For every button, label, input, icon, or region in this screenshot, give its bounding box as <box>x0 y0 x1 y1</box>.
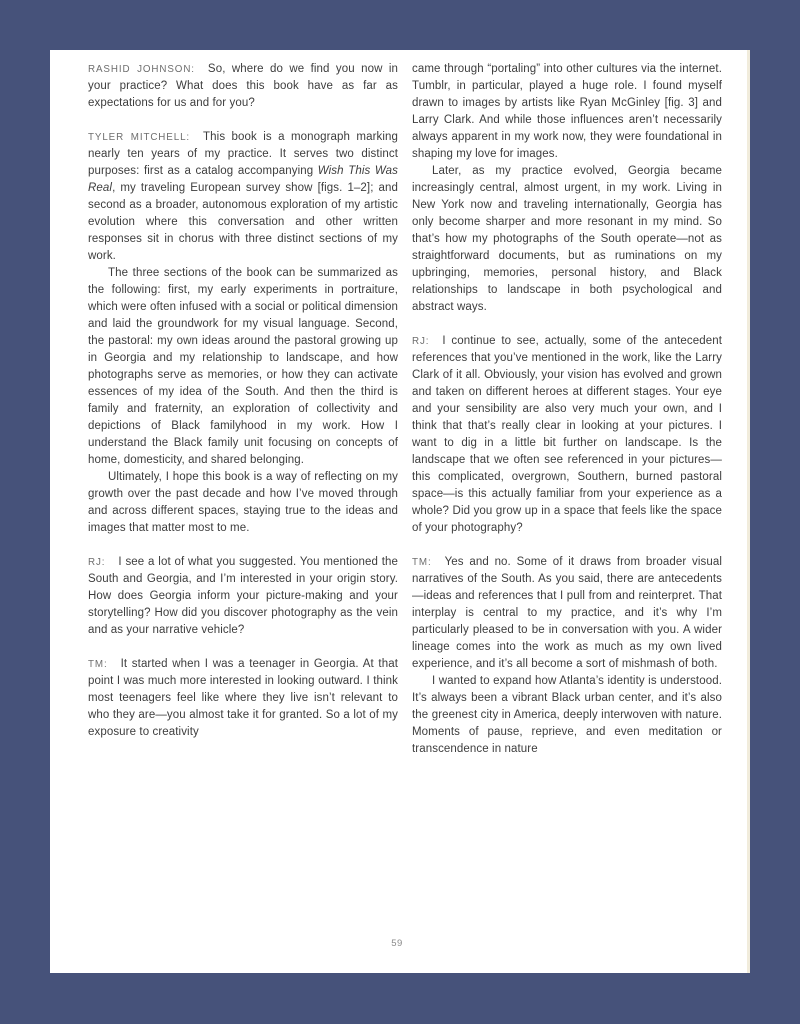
text-columns <box>88 61 722 758</box>
paragraph <box>412 673 722 758</box>
body-text: I continue to see, actually, some of the antecedent references that you’ve mentioned in the work, like the Larry Clark of it all. Obviously, your vision has evolved and grown and taken on different heroes at different stages. Your eye and your sensibility are also very much your own, and I think that that’s really clear in looking at your pictures. I want to dig in a little bit further on landscape. Is the landscape that we often see referenced in your pictures—this complicated, overgrown, Southern, burned pastoral space—is this actually familiar from your experience as a whole? Did you grow up in a space that feels like the space of your photography? <box>412 335 722 534</box>
body-text: So, where do we find you now in your practice? What does this book have as far as expectations for us and for you? <box>88 63 399 109</box>
body-text: I see a lot of what you suggested. You mentioned the South and Georgia, and I’m interested in your origin story. How does Georgia inform your picture-making and your storytelling? How did you discover photography as the vein and as your narrative vehicle? <box>88 556 398 636</box>
paragraph <box>88 554 398 639</box>
paragraph <box>412 554 722 673</box>
body-text: I wanted to expand how Atlanta’s identity is understood. It’s always been a vibrant Black urban center, and it’s also the greenest city in America, deeply interwoven with nature. Moments of pause, reprieve, and even meditation or transcendence in nature <box>412 675 722 755</box>
paragraph <box>412 61 722 163</box>
speaker-label: TM: <box>88 659 108 670</box>
body-text: came through “portaling” into other cultures via the internet. Tumblr, in particular, played a huge role. I found myself drawn to images by artists like Ryan McGinley [fig. 3] and Larry Clark. And while those influences aren’t necessarily always apparent in my work now, they were foundational in shaping my love for images. <box>412 63 722 160</box>
page-number: 59 <box>391 938 403 949</box>
speaker-label: RJ: <box>88 557 106 568</box>
body-text: It started when I was a teenager in Georgia. At that point I was much more interested in looking outward. I think most teenagers feel like where they live isn’t relevant to who they are—you almost take it for granted. So a lot of my exposure to creativity <box>88 658 398 738</box>
body-text: , my traveling European survey show [figs. 1–2]; and second as a broader, autonomous exploration of my artistic evolution where this conversation and other written responses sit in chorus with three distinct sections of my work. <box>88 182 398 262</box>
text-column-left <box>88 61 398 758</box>
speaker-label: RASHID JOHNSON: <box>88 64 195 75</box>
body-text: Yes and no. Some of it draws from broader visual narratives of the South. As you said, there are antecedents—ideas and references that I pull from and reinterpret. That interplay is central to my practice, and it’s why I’m particularly pleased to be in conversation with you. A wider lineage comes into the work as much as my own lived experience, and it’s all become a sort of mishmash of both. <box>412 556 722 670</box>
body-text: This book is a monograph marking nearly ten years of my practice. It serves two distinct purposes: first as a catalog accompanying <box>88 131 398 177</box>
paragraph <box>88 129 398 265</box>
paragraph <box>88 61 398 112</box>
italic-text: Wish This Was Real <box>88 165 398 194</box>
book-page <box>50 50 750 973</box>
body-text: Later, as my practice evolved, Georgia became increasingly central, almost urgent, in my work. Living in New York now and traveling internationally, Georgia has only become sharper and more resonant in my mind. So that’s how my photographs of the South operate—not as straightforward documents, but as ruminations on my upbringing, memories, personal history, and Black relationships to landscape in both psychological and abstract ways. <box>412 165 722 313</box>
paragraph <box>412 163 722 316</box>
paragraph <box>88 469 398 537</box>
body-text: The three sections of the book can be summarized as the following: first, my early experiments in portraiture, which were often infused with a social or political dimension and laid the groundwork for my visual language. Second, the pastoral: my own ideas around the pastoral growing up in Georgia and my relationship to landscape, and how photographs serve as memories, or how they can activate essences of my idea of the South. And then the third is family and fraternity, an exploration of collectivity and depictions of Black familyhood in my work. How I understand the Black family unit focusing on concepts of home, domesticity, and shared belonging. <box>88 267 398 466</box>
paragraph <box>412 333 722 537</box>
speaker-label: RJ: <box>412 336 430 347</box>
body-text: Ultimately, I hope this book is a way of reflecting on my growth over the past decade and how I’ve moved through and across different spaces, staying true to the ideas and images that matter most to me. <box>88 471 398 534</box>
speaker-label: TM: <box>412 557 432 568</box>
paragraph <box>88 265 398 469</box>
speaker-label: TYLER MITCHELL: <box>88 132 191 143</box>
paragraph <box>88 656 398 741</box>
text-column-right <box>412 61 722 758</box>
